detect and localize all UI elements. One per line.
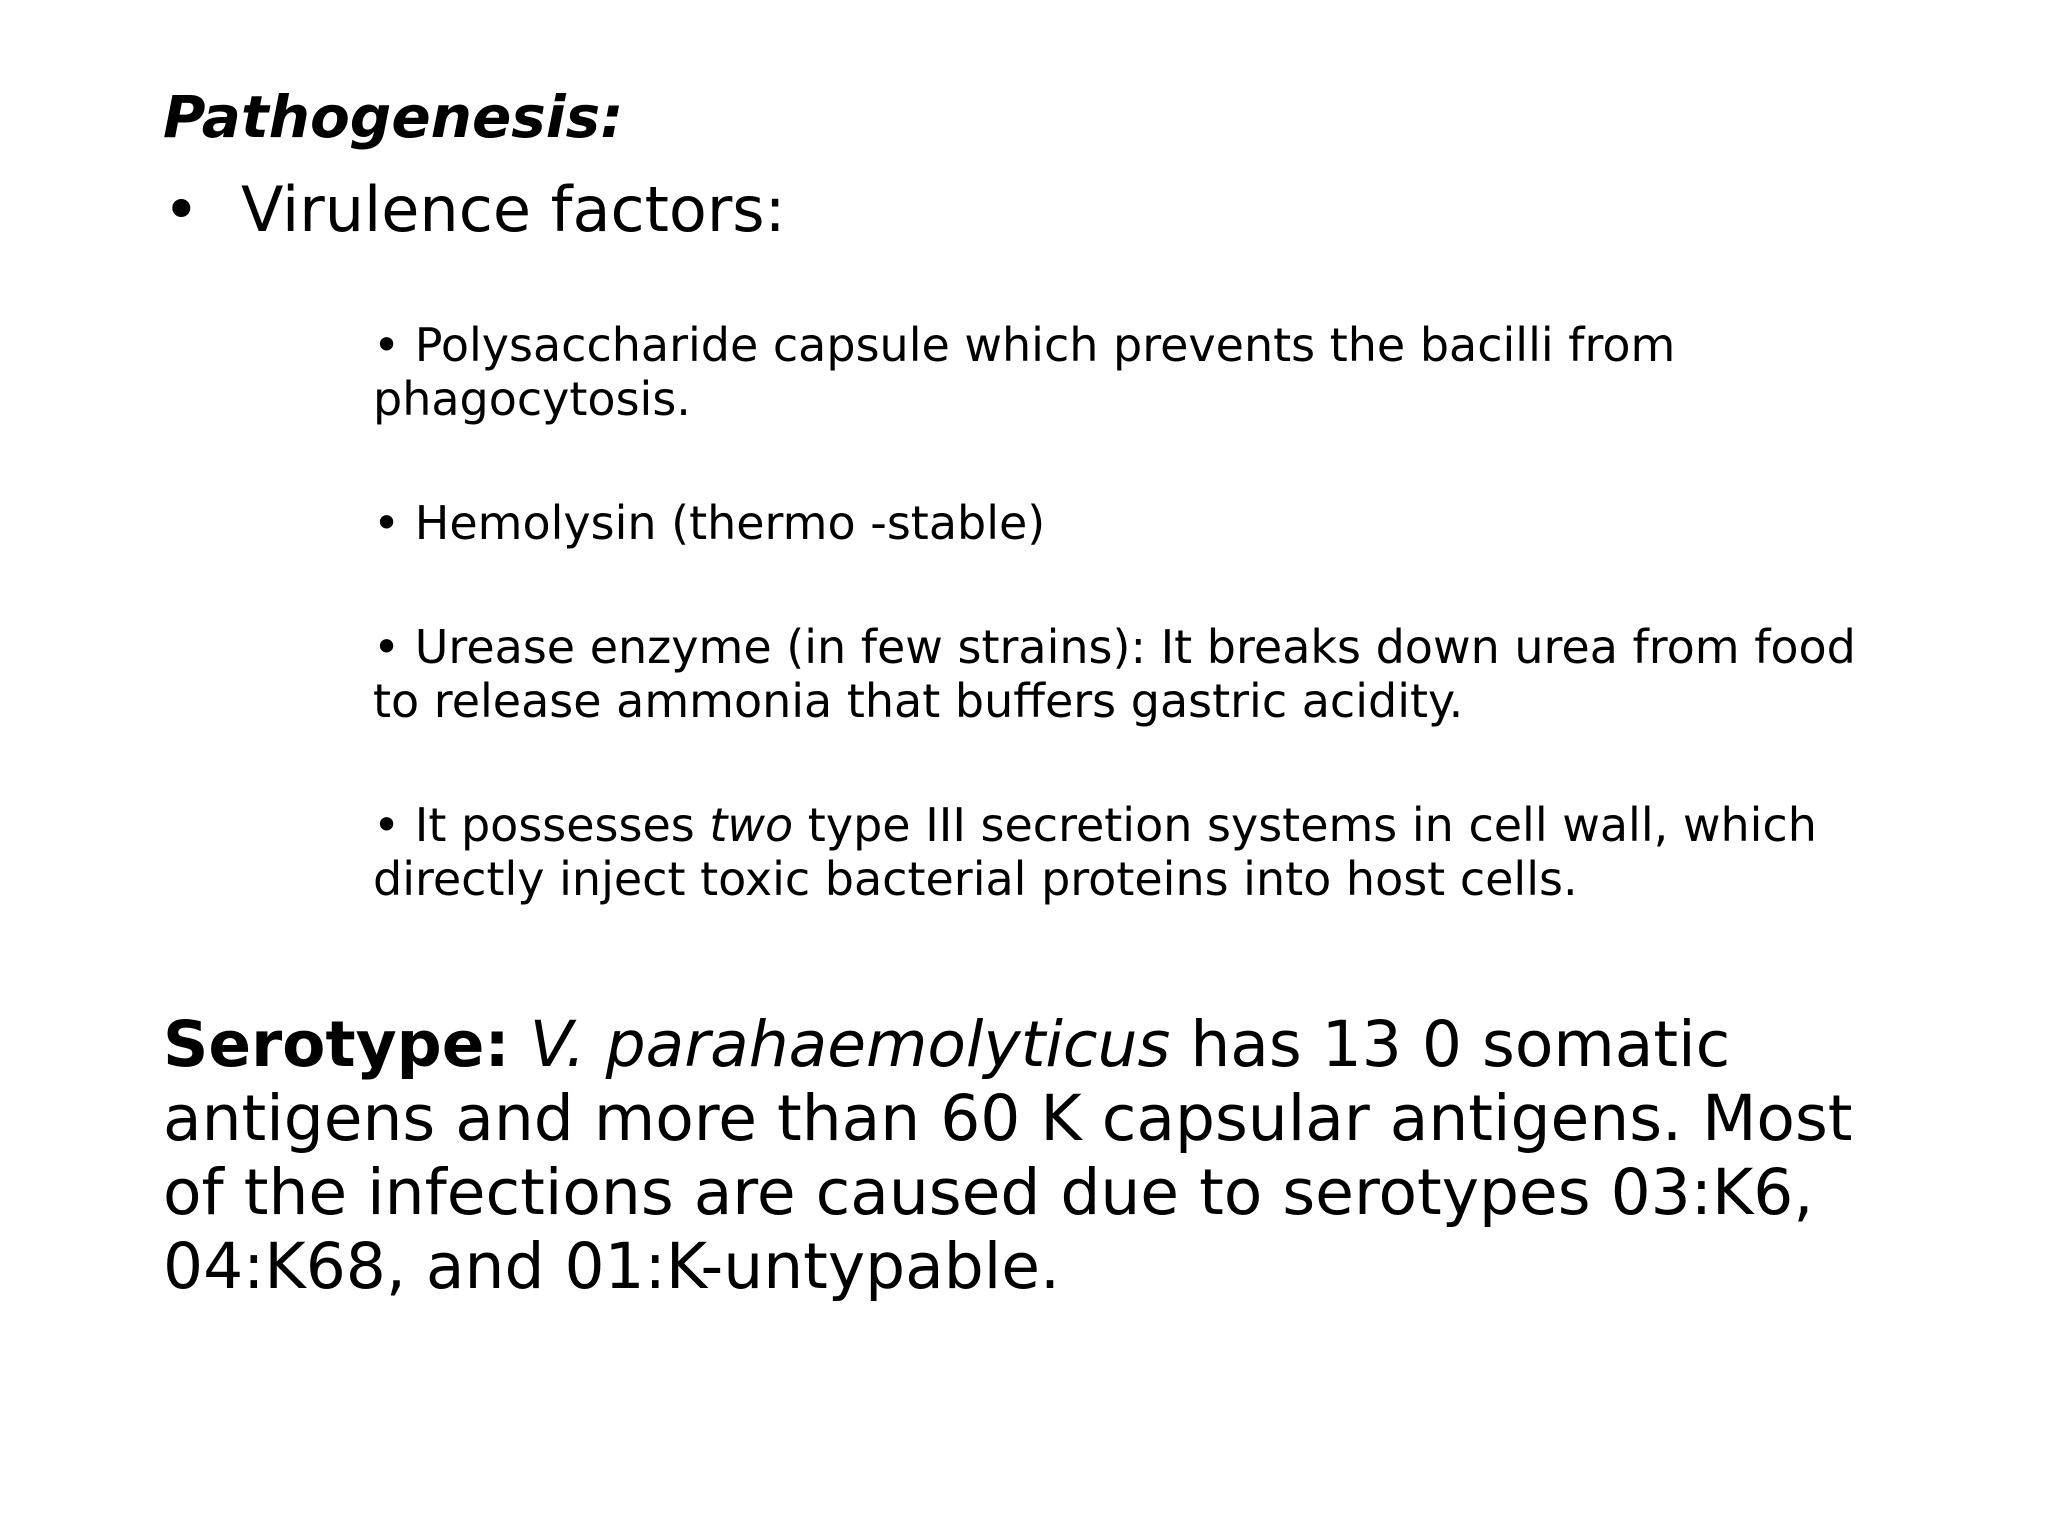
serotype-text: has 13 0 somatic antigens and more than 60 K capsular antigens. Most of the infections are caused due to serotypes 03:K6, 04:K68, and 01:K-untypable. bbox=[163, 1008, 1853, 1303]
list-item: • Urease enzyme (in few strains): It breaks down urea from food to release ammonia that buffers gastric acidity. bbox=[373, 620, 1856, 728]
list-item: • Hemolysin (thermo -stable) bbox=[373, 496, 1046, 550]
serotype-paragraph bbox=[163, 1008, 1923, 1304]
main-bullet bbox=[163, 172, 786, 248]
main-bullet-text: Virulence factors: bbox=[241, 173, 786, 246]
list-item bbox=[373, 798, 1893, 906]
serotype-label: Serotype: bbox=[163, 1008, 510, 1081]
bullet-icon: • bbox=[163, 173, 200, 246]
list-item: • Polysaccharide capsule which prevents the bacilli from phagocytosis. bbox=[373, 318, 1676, 426]
species-name: V. parahaemolyticus bbox=[529, 1008, 1171, 1081]
virulence-factor-list bbox=[373, 318, 1893, 976]
slide-heading: Pathogenesis: bbox=[163, 83, 624, 151]
list-item-emphasis: two bbox=[709, 798, 794, 852]
list-item-text-end: type III secretion systems in cell wall, which directly inject toxic bacterial proteins into host cells. bbox=[373, 798, 1817, 906]
list-item-text-start: • It possesses bbox=[373, 798, 710, 852]
